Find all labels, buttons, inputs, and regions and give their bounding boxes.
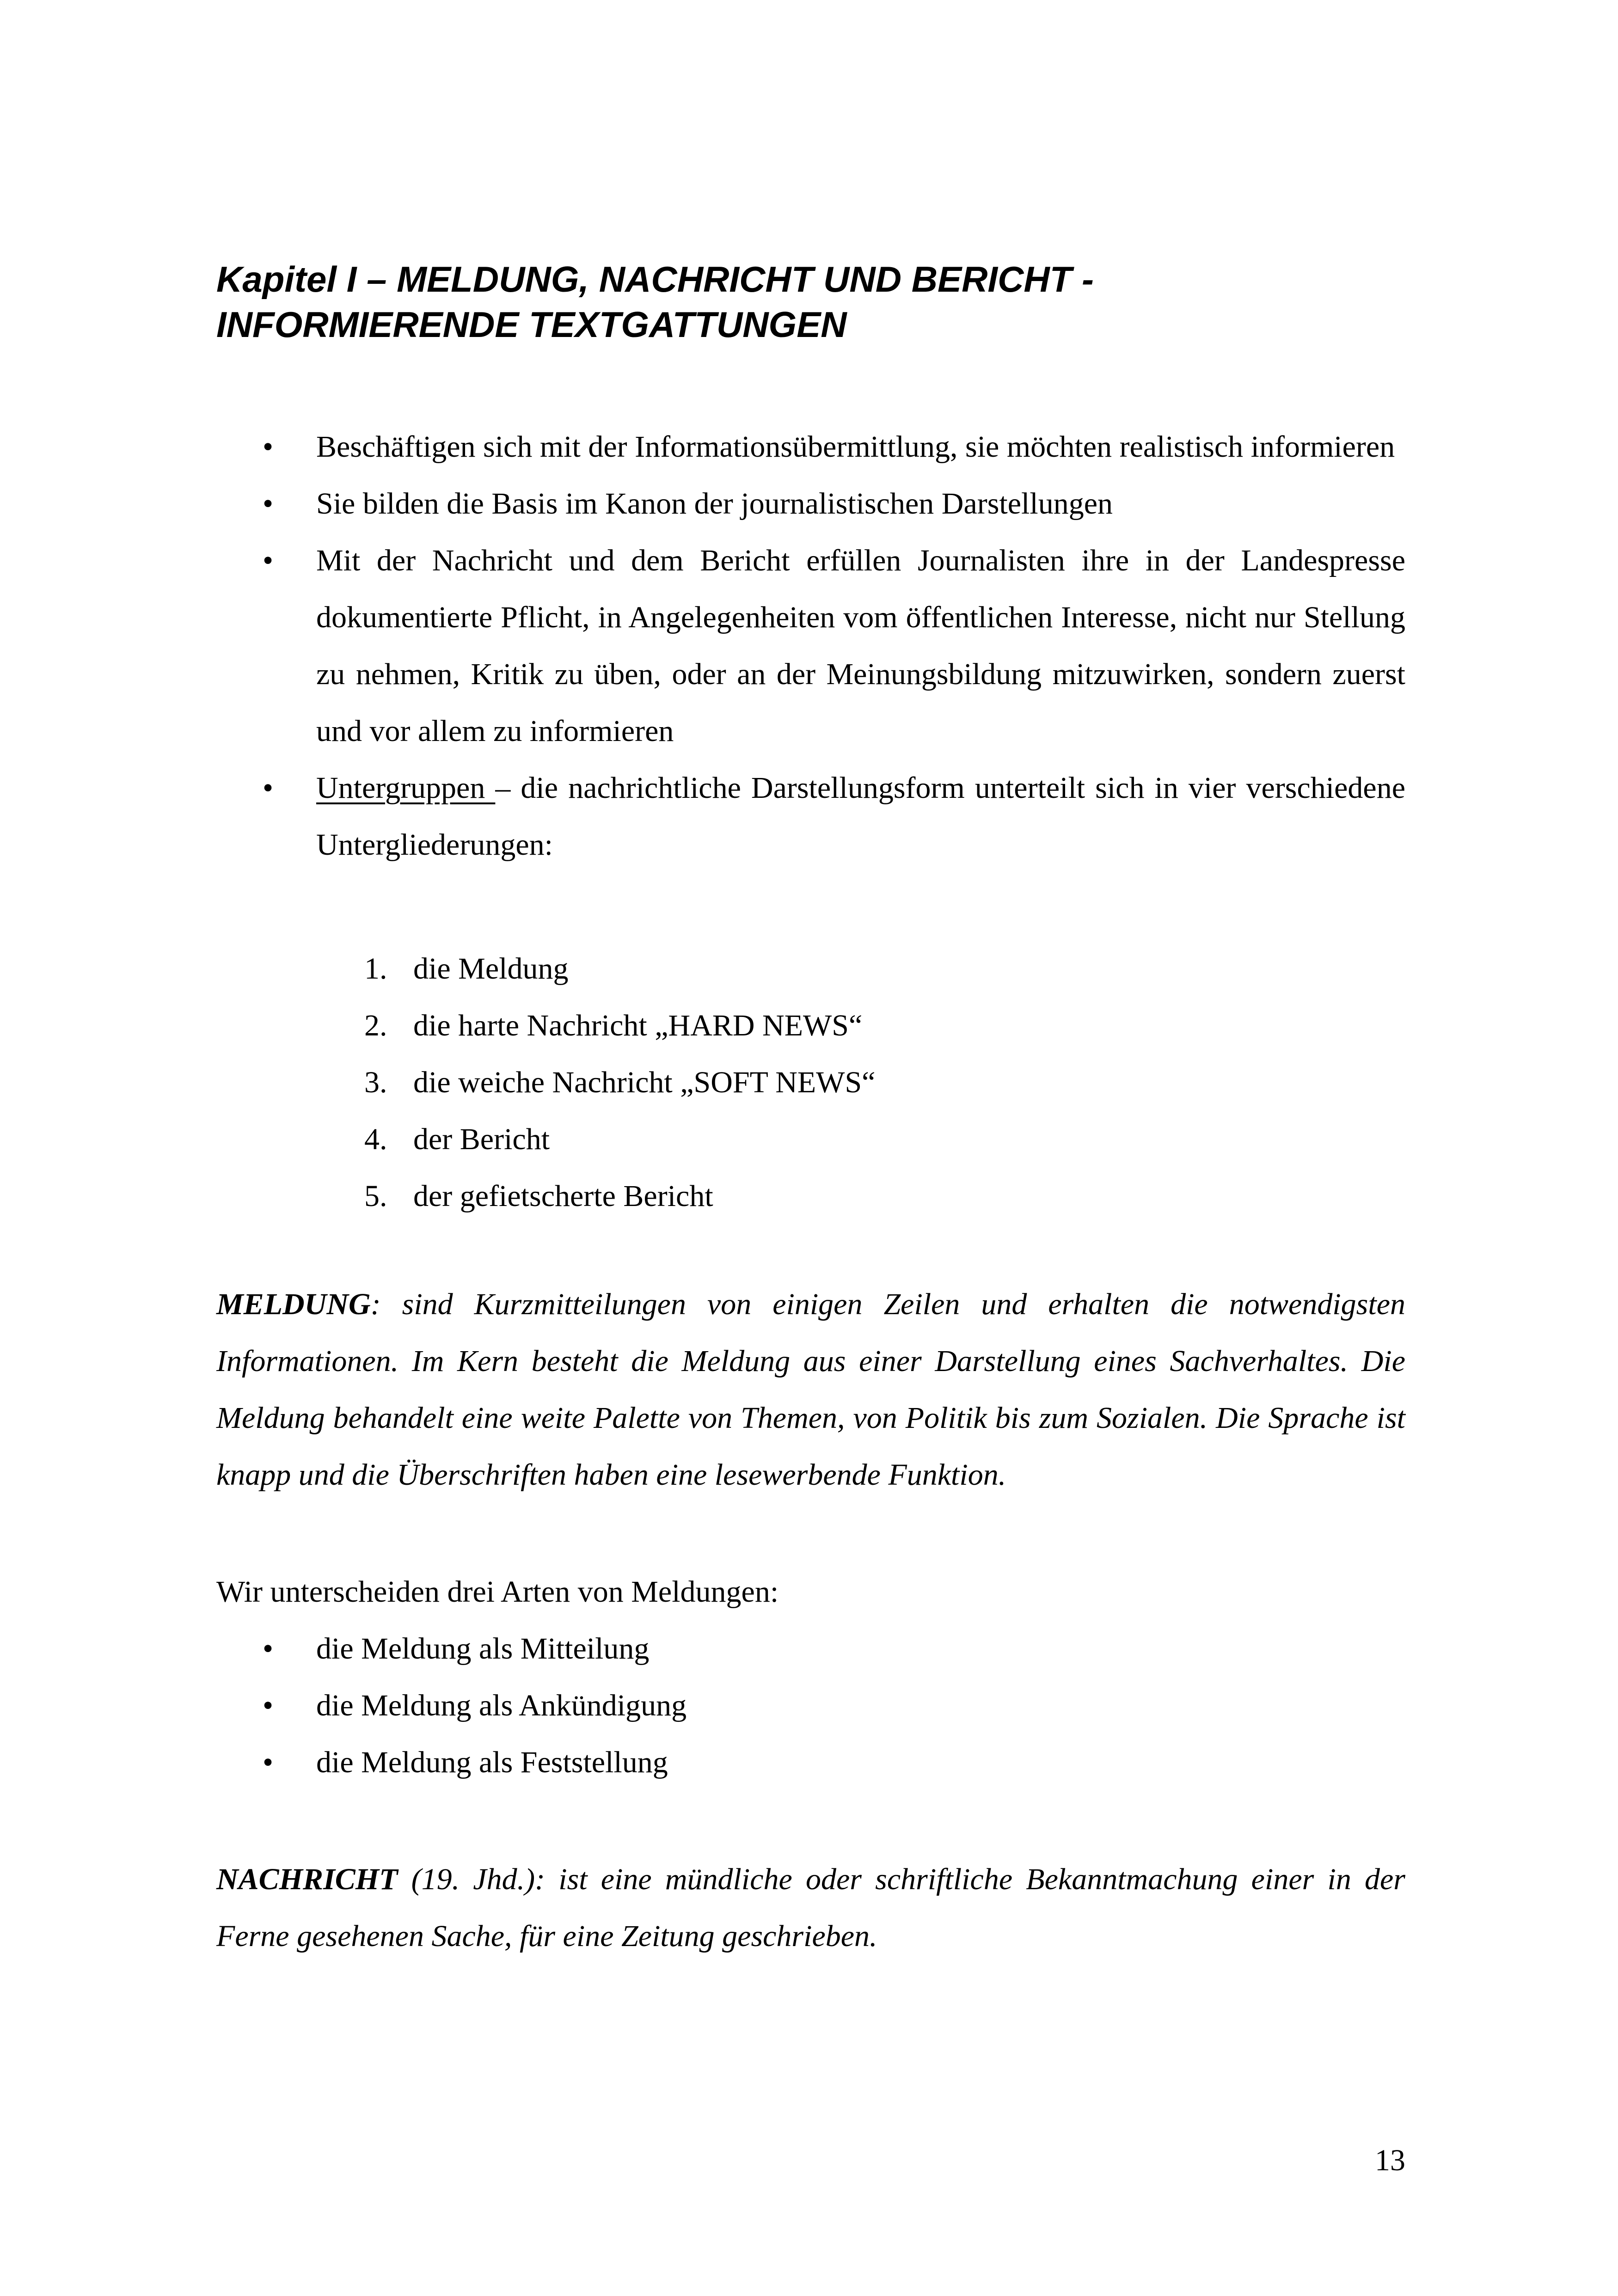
bullet-text: – die nachrichtliche Darstellungsform unterteilt sich in vier verschiedene Untergliederungen: xyxy=(316,771,1405,862)
item-text: der gefietscherte Bericht xyxy=(413,1179,713,1213)
list-item xyxy=(216,475,1405,532)
chapter-title-line-1: Kapitel I – MELDUNG, NACHRICHT UND BERICHT - xyxy=(216,259,1094,300)
meldung-term: MELDUNG xyxy=(216,1287,371,1321)
list-item xyxy=(216,1620,1405,1677)
meldung-types xyxy=(216,1563,1405,1791)
list-item xyxy=(216,418,1405,475)
subgroups-heading: Untergruppen xyxy=(316,771,496,805)
bullet-text: die Meldung als Mitteilung xyxy=(316,1632,650,1665)
subgroup-item xyxy=(216,940,1405,997)
item-number: 1. xyxy=(364,952,387,986)
subgroup-item xyxy=(216,997,1405,1054)
bullet-icon: • xyxy=(263,1745,274,1779)
item-text: die weiche Nachricht „SOFT NEWS“ xyxy=(413,1065,876,1099)
item-text: die Meldung xyxy=(413,952,569,986)
chapter-title xyxy=(216,257,1465,347)
bullet-icon: • xyxy=(263,1689,274,1722)
bullet-icon: • xyxy=(263,544,274,577)
bullet-text: die Meldung als Ankündigung xyxy=(316,1689,687,1722)
list-item xyxy=(216,1734,1405,1791)
bullet-text: Mit der Nachricht und dem Bericht erfüllen Journalisten ihre in der Landespresse dokumentierte Pflicht, in Angelegenheiten vom öffentlichen Interesse, nicht nur Stellung zu nehmen, Kritik zu üben, oder an der Meinungsbildung mitzuwirken, sondern zuerst und vor allem zu informieren xyxy=(316,544,1405,748)
meldung-definition xyxy=(216,1276,1405,1503)
page-number: 13 xyxy=(1375,2143,1405,2177)
bullet-text: Sie bilden die Basis im Kanon der journalistischen Darstellungen xyxy=(316,487,1113,520)
chapter-title-line-2: INFORMIERENDE TEXTGATTUNGEN xyxy=(216,304,847,345)
list-item xyxy=(216,1677,1405,1734)
meldung-types-intro: Wir unterscheiden drei Arten von Meldungen: xyxy=(216,1575,779,1609)
subgroups-list xyxy=(216,940,1405,1225)
item-number: 2. xyxy=(364,1009,387,1042)
bullet-icon: • xyxy=(263,487,274,520)
item-number: 3. xyxy=(364,1065,387,1099)
subgroup-item xyxy=(216,1168,1405,1225)
list-item xyxy=(216,759,1405,873)
bullet-icon: • xyxy=(263,1632,274,1665)
subgroup-item xyxy=(216,1054,1405,1111)
list-item xyxy=(216,532,1405,759)
bullet-text: Beschäftigen sich mit der Informationsübermittlung, sie möchten realistisch informieren xyxy=(316,430,1395,464)
meldung-types-list xyxy=(216,1620,1405,1791)
nachricht-text: (19. Jhd.): ist eine mündliche oder schriftliche Bekanntmachung einer in der Ferne gesehenen Sache, für eine Zeitung geschrieben. xyxy=(216,1862,1405,1953)
item-text: die harte Nachricht „HARD NEWS“ xyxy=(413,1009,863,1042)
meldung-text: : sind Kurzmitteilungen von einigen Zeilen und erhalten die notwendigsten Informationen. Im Kern besteht die Meldung aus einer Darstellung eines Sachverhaltes. Die Meldung behandelt eine weite Palette von Themen, von Politik bis zum Sozialen. Die Sprache ist knapp und die Überschriften haben eine lesewerbende Funktion. xyxy=(216,1287,1405,1492)
item-number: 4. xyxy=(364,1122,387,1156)
subgroup-item xyxy=(216,1111,1405,1168)
characteristics-list xyxy=(216,418,1405,873)
bullet-icon: • xyxy=(263,771,274,805)
nachricht-definition xyxy=(216,1851,1405,1965)
nachricht-term: NACHRICHT xyxy=(216,1862,398,1896)
item-number: 5. xyxy=(364,1179,387,1213)
bullet-text: die Meldung als Feststellung xyxy=(316,1745,668,1779)
bullet-icon: • xyxy=(263,430,274,464)
item-text: der Bericht xyxy=(413,1122,550,1156)
